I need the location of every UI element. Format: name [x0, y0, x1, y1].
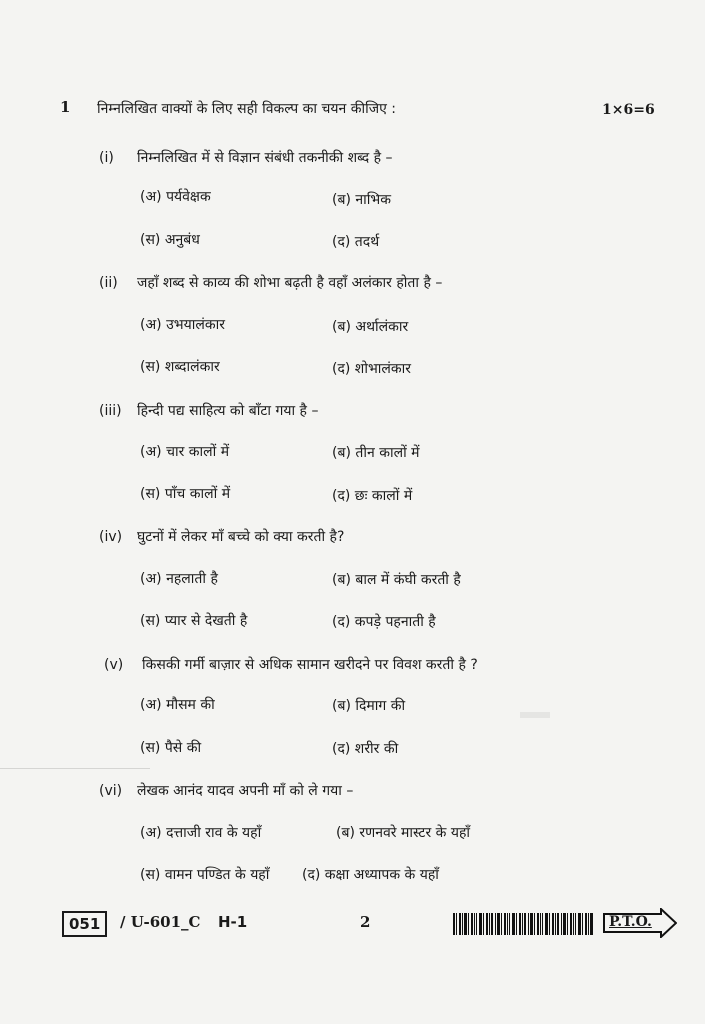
footer-box-code: 051	[62, 911, 107, 937]
pto-label: P.T.O.	[609, 914, 652, 930]
option-d: (द) छः कालों में	[332, 488, 413, 504]
subquestion-text: किसकी गर्मी बाज़ार से अधिक सामान खरीदने पर विवश करती है ?	[142, 657, 478, 673]
question-instruction: निम्नलिखित वाक्यों के लिए सही विकल्प का चयन कीजिए :	[97, 101, 397, 117]
option-d: (द) तदर्थ	[332, 234, 380, 250]
option-b: (ब) अर्थालंकार	[332, 319, 409, 335]
option-a: (अ) पर्यवेक्षक	[140, 189, 211, 205]
marks-allocation: 1×6=6	[602, 102, 655, 118]
option-a: (अ) उभयालंकार	[140, 317, 225, 333]
subquestion-iii	[99, 401, 659, 420]
subquestion-text: लेखक आनंद यादव अपनी माँ को ले गया –	[137, 783, 354, 799]
subquestion-number: (ii)	[99, 275, 118, 291]
subquestion-number: (v)	[104, 657, 124, 673]
option-a: (अ) मौसम की	[140, 697, 215, 713]
option-d: (द) कपड़े पहनाती है	[332, 614, 436, 630]
option-b: (ब) बाल में कंघी करती है	[332, 572, 461, 588]
option-d: (द) शोभालंकार	[332, 361, 412, 377]
option-d: (द) शरीर की	[332, 741, 399, 757]
option-b: (ब) नाभिक	[332, 192, 391, 208]
subquestion-ii	[99, 273, 659, 292]
option-c: (स) शब्दालंकार	[140, 359, 220, 375]
subquestion-vi	[99, 781, 659, 800]
subquestion-text: घुटनों में लेकर माँ बच्चे को क्या करती है?	[137, 529, 345, 545]
option-a: (अ) नहलाती है	[140, 571, 218, 587]
option-c: (स) अनुबंध	[140, 232, 200, 248]
option-c: (स) वामन पण्डित के यहाँ	[140, 867, 270, 883]
option-c: (स) पाँच कालों में	[140, 486, 231, 502]
scan-artifact-smudge	[520, 712, 550, 718]
option-c: (स) पैसे की	[140, 740, 202, 756]
option-b: (ब) तीन कालों में	[332, 445, 420, 461]
footer-set: H-1	[218, 913, 248, 931]
pto-arrow	[603, 908, 677, 938]
subquestion-number: (iii)	[99, 403, 122, 419]
option-a: (अ) दत्ताजी राव के यहाँ	[140, 825, 262, 841]
subquestion-i	[99, 148, 659, 167]
subquestion-v	[104, 655, 664, 674]
subquestion-text: निम्नलिखित में से विज्ञान संबंधी तकनीकी शब्द है –	[137, 150, 393, 166]
option-c: (स) प्यार से देखती है	[140, 613, 248, 629]
barcode	[453, 913, 593, 935]
question-number: 1	[60, 98, 71, 116]
option-d: (द) कक्षा अध्यापक के यहाँ	[302, 867, 439, 883]
subquestion-number: (vi)	[99, 783, 123, 799]
scan-artifact-line	[0, 768, 150, 769]
option-b: (ब) रणनवरे मास्टर के यहाँ	[336, 825, 471, 841]
subquestion-number: (iv)	[99, 529, 123, 545]
subquestion-iv	[99, 527, 659, 546]
option-b: (ब) दिमाग की	[332, 698, 406, 714]
subquestion-text: हिन्दी पद्य साहित्य को बाँटा गया है –	[137, 403, 319, 419]
subquestion-number: (i)	[99, 150, 114, 166]
option-a: (अ) चार कालों में	[140, 444, 230, 460]
page-number: 2	[360, 913, 371, 931]
footer-paper-code: / U-601_C	[120, 913, 201, 931]
subquestion-text: जहाँ शब्द से काव्य की शोभा बढ़ती है वहाँ अलंकार होता है –	[137, 275, 443, 291]
